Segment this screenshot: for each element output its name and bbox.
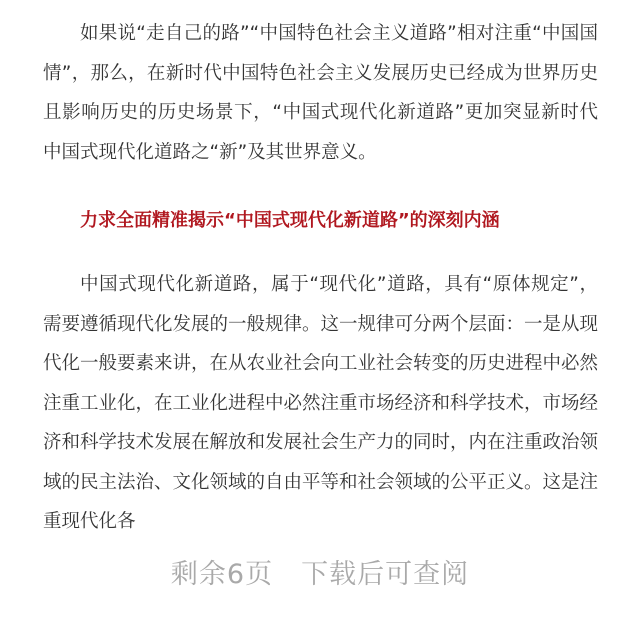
download-prompt-banner[interactable] [0,557,640,593]
article-paragraph: 中国式现代化新道路，属于“现代化”道路，具有“原体规定”，需要遵循现代化发展的一般规律。这一规律可分两个层面：一是从现代化一般要素来讲，在从农业社会向工业社会转变的历史进程中必然注重工业化，在工业化进程中必然注重市场经济和科学技术，市场经济和科学技术发展在解放和发展社会生产力的同时，内在注重政治领域的民主法治、文化领域的自由平等和社会领域的公平正义。这是注重现代化各 [43,274,599,532]
article-body [43,14,598,542]
section-heading: 力求全面精准揭示“中国式现代化新道路”的深刻内涵 [80,210,500,231]
remaining-pages-text: 剩余6页 [170,559,274,590]
download-prompt-text: 下载后可查阅 [301,559,470,590]
article-paragraph: 如果说“走自己的路”“中国特色社会主义道路”相对注重“中国国情”，那么，在新时代中国特色社会主义发展历史已经成为世界历史且影响历史的历史场景下，“中国式现代化新道路”更加突显新时代中国式现代化道路之“新”及其世界意义。 [43,23,598,163]
